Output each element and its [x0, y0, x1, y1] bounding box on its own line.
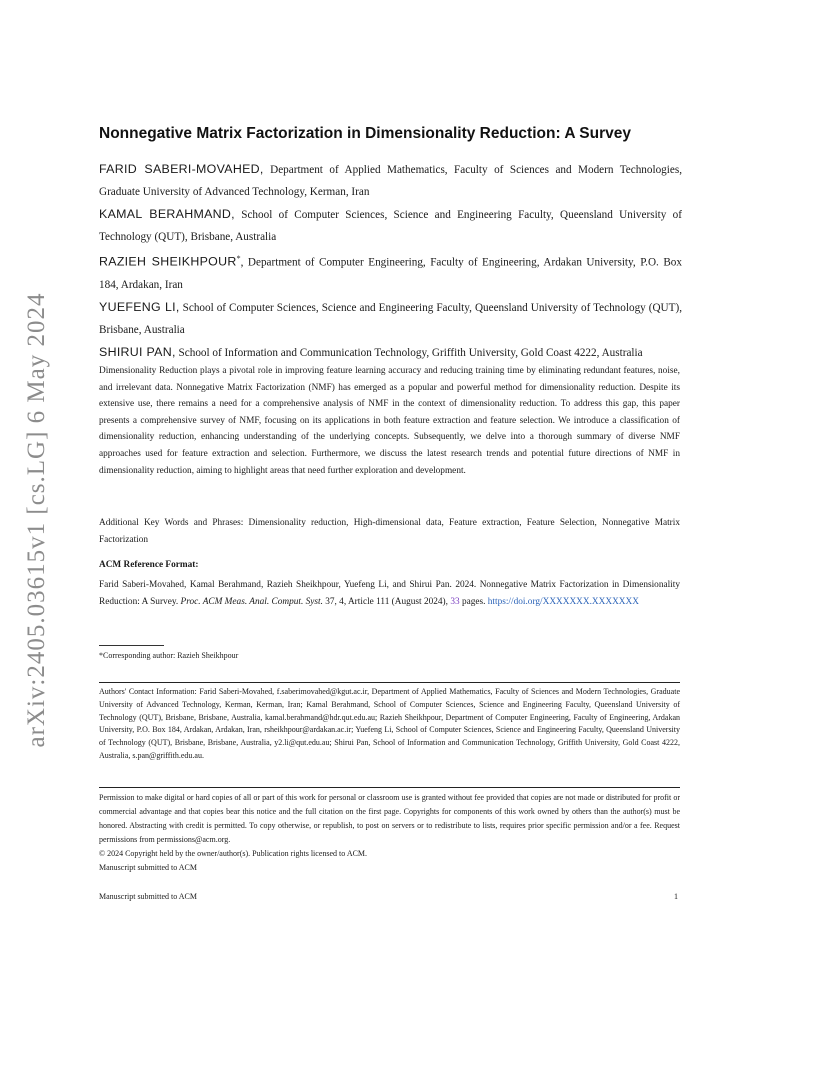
copyright-line: © 2024 Copyright held by the owner/author(s). Publication rights licensed to ACM. [99, 849, 368, 858]
permission-notice [99, 791, 680, 875]
page-count-link[interactable]: 33 [450, 597, 460, 607]
author-entry [99, 248, 682, 296]
acm-reference-volume: 37, 4, Article 111 (August 2024), [325, 597, 448, 607]
author-entry [99, 296, 682, 341]
author-affiliation: School of Computer Sciences, Science and Engineering Faculty, Queensland University of Technology (QUT), Brisbane, Australia [99, 209, 683, 243]
acm-reference [99, 577, 680, 611]
author-name: FARID SABERI-MOVAHED, [99, 162, 264, 176]
author-contact-info: Authors' Contact Information: Farid Saberi-Movahed, f.saberimovahed@kgut.ac.ir, Department of Applied Mathematics, Faculty of Sciences and Modern Technologies, Graduate University of Advanced Technology, Kerman, Kerman, Iran; Kamal Berahmand, School of Computer Sciences, Science and Engineering Faculty, Queensland University of Technology (QUT), Brisbane, Brisbane, Australia, kamal.berahmand@hdr.qut.edu.au; Razieh Sheikhpour, Department of Computer Engineering, Faculty of Engineering, Ardakan University, P.O. Box 184, Ardakan, Ardakan, Iran, rsheikhpour@ardakan.ac.ir; Yuefeng Li, School of Computer Sciences, Science and Engineering Faculty, Queensland University of Technology (QUT), Brisbane, Brisbane, Australia, y2.li@qut.edu.au; Shirui Pan, School of Information and Communication Technology, Griffith University, Gold Coast 4222, Australia, s.pan@griffith.edu.au. [99, 687, 680, 760]
author-name: RAZIEH SHEIKHPOUR [99, 254, 237, 269]
corresponding-author-mark: * [236, 254, 241, 263]
acm-reference-heading: ACM Reference Format: [99, 560, 199, 570]
author-entry [99, 158, 682, 203]
doi-link[interactable]: https://doi.org/XXXXXXX.XXXXXXX [487, 597, 639, 607]
permission-text: Permission to make digital or hard copies of all or part of this work for personal or classroom use is granted without fee provided that copies are not made or distributed for profit or commercial advantage and that copies bear this notice and the full citation on the first page. Copyrights for components of this work owned by others than the author(s) must be honored. Abstracting with credit is permitted. To copy otherwise, or republish, to post on servers or to redistribute to lists, requires prior specific permission and/or a fee. Request permissions from permissions@acm.org. [99, 793, 680, 844]
acm-reference-text: Farid Saberi-Movahed, Kamal Berahmand, Razieh Sheikhpour, Yuefeng Li, and Shirui Pan. 2024. Nonnegative Matrix Factorization in Dimensionality Reduction: A Survey. [99, 580, 680, 607]
journal-name: Proc. ACM Meas. Anal. Comput. Syst. [180, 597, 323, 607]
keywords: Additional Key Words and Phrases: Dimensionality reduction, High-dimensional data, Feature extraction, Feature Selection, Nonnegative Matrix Factorization [99, 518, 680, 545]
manuscript-note: Manuscript submitted to ACM [99, 863, 197, 872]
permission-divider [99, 787, 680, 788]
abstract: Dimensionality Reduction plays a pivotal role in improving feature learning accuracy and reducing training time by eliminating redundant features, noise, and irrelevant data. Nonnegative Matrix Factorization (NMF) has emerged as a popular and powerful method for dimensionality reduction. Despite its extensive use, there remains a need for a comprehensive analysis of NMF in the context of dimensionality reduction. To address this gap, this paper presents a comprehensive survey of NMF, focusing on its applications in both feature extraction and feature selection. We introduce a classification of dimensionality reduction, enhancing understanding of the underlying concepts. Subsequently, we delve into a thorough summary of diverse NMF approaches used for feature extraction and selection. Furthermore, we discuss the latest research trends and potential future directions of NMF in dimensionality reduction, aiming to highlight areas that need further exploration and development. [99, 366, 680, 476]
acm-reference-pages-label: pages. [461, 597, 486, 607]
arxiv-stamp: arXiv:2405.03615v1 [cs.LG] 6 May 2024 [23, 292, 50, 748]
author-entry [99, 341, 682, 364]
page-number: 1 [674, 892, 678, 901]
author-list [99, 158, 682, 364]
author-name: SHIRUI PAN, [99, 344, 176, 359]
paper-title: Nonnegative Matrix Factorization in Dimensionality Reduction: A Survey [99, 125, 631, 142]
contact-divider [99, 682, 680, 683]
author-affiliation: , Department of Computer Engineering, Faculty of Engineering, Ardakan University, P.O. Box 184, Ardakan, Iran [99, 256, 682, 291]
corresponding-author-footnote: *Corresponding author: Razieh Sheikhpour [99, 651, 239, 660]
author-affiliation: Department of Applied Mathematics, Faculty of Sciences and Modern Technologies, Graduate University of Advanced Technology, Kerman, Iran [99, 164, 683, 198]
footer-manuscript-note: Manuscript submitted to ACM [99, 892, 197, 901]
author-affiliation: School of Computer Sciences, Science and Engineering Faculty, Queensland University of Technology (QUT), Brisbane, Australia [99, 301, 682, 336]
author-affiliation: School of Information and Communication Technology, Griffith University, Gold Coast 4222, Australia [178, 346, 643, 359]
author-name: KAMAL BERAHMAND, [99, 207, 235, 221]
author-entry [99, 203, 682, 248]
footnote-rule [99, 645, 164, 646]
author-name: YUEFENG LI, [99, 299, 180, 314]
